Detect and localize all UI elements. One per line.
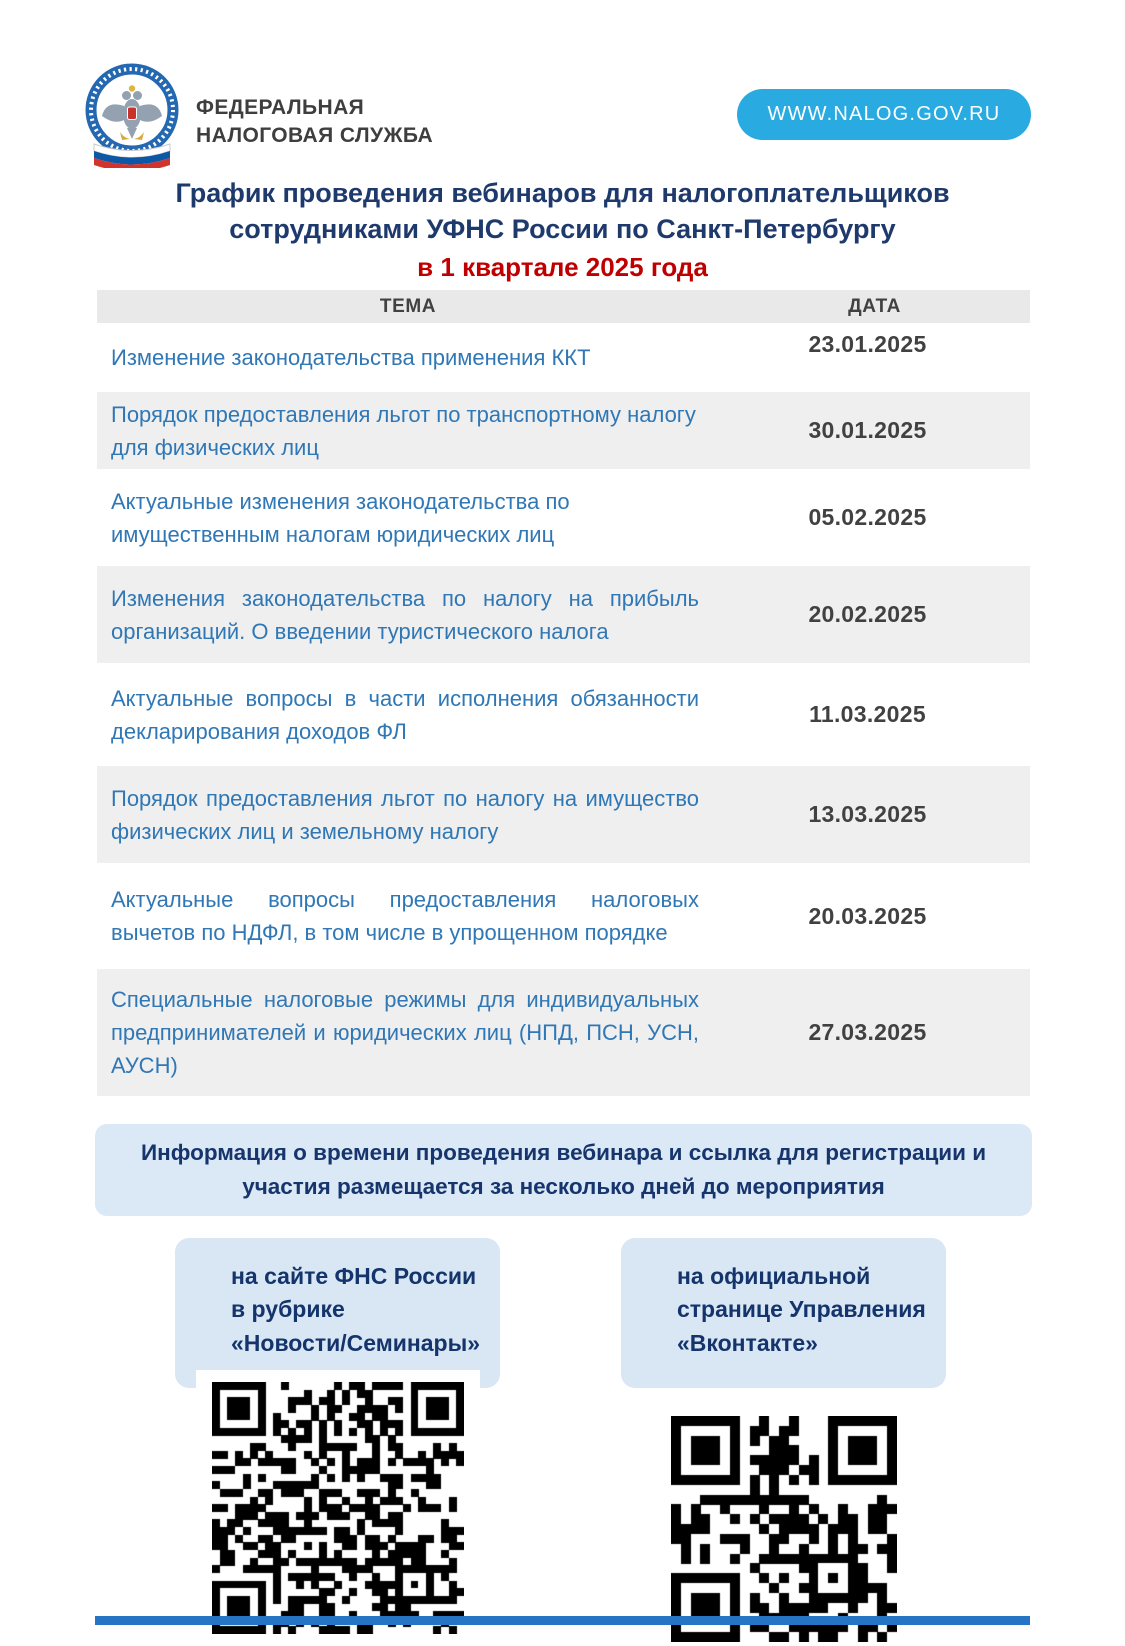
table-row (97, 392, 1030, 469)
date-text: 20.03.2025 (808, 902, 927, 929)
page-title (0, 176, 1125, 285)
agency-name-line1: ФЕДЕРАЛЬНАЯ (196, 96, 365, 119)
registration-notice: Информация о времени проведения вебинара и ссылка для регистрации и участия размещается за несколько дней до мероприятия (95, 1124, 1032, 1216)
title-line2: сотрудниками УФНС России по Санкт-Петербургу (229, 213, 896, 244)
date-text: 20.02.2025 (808, 601, 927, 627)
topic-text: Порядок предоставления льгот по налогу на имущество физических лиц и земельному налогу (111, 785, 699, 844)
topic-text: Изменения законодательства по налогу на прибыль организаций. О введении туристического налога (111, 585, 699, 644)
website-link-pill[interactable]: WWW.NALOG.GOV.RU (737, 89, 1031, 140)
table-row (97, 969, 1030, 1096)
topic-text: Актуальные изменения законодательства по имущественным налогам юридических лиц (111, 488, 570, 547)
date-text: 30.01.2025 (808, 417, 927, 443)
topic-text: Порядок предоставления льгот по транспортному налогу для физических лиц (111, 401, 696, 460)
bottom-accent-bar (95, 1616, 1030, 1625)
qr-label-vk: на официальной странице Управления «Вконтакте» (621, 1238, 946, 1388)
qr-block-vk (621, 1238, 946, 1646)
column-header-topic: ТЕМА (379, 295, 437, 317)
qr-section (95, 1238, 1032, 1646)
topic-text: Специальные налоговые режимы для индивидуальных предпринимателей и юридических лиц (НПД, ПСН, УСН, АУСН) (111, 987, 699, 1078)
fns-emblem-icon (84, 62, 180, 168)
date-text: 13.03.2025 (808, 801, 927, 827)
topic-text: Актуальные вопросы предоставления налоговых вычетов по НДФЛ, в том числе в упрощенном порядке (111, 887, 699, 945)
date-text: 27.03.2025 (808, 1019, 927, 1045)
topic-text: Актуальные вопросы в части исполнения обязанности декларирования доходов ФЛ (111, 685, 699, 744)
date-text: 23.01.2025 (808, 331, 927, 357)
table-header-row (97, 290, 1030, 323)
webinar-schedule-table (97, 290, 1030, 1096)
fns-logo (84, 62, 180, 168)
table-row (97, 566, 1030, 663)
table-row (97, 863, 1030, 969)
table-row (97, 766, 1030, 863)
date-text: 05.02.2025 (808, 504, 927, 530)
column-header-date: ДАТА (848, 295, 901, 317)
qr-block-site (175, 1238, 500, 1646)
agency-name (196, 94, 433, 149)
table-row (97, 663, 1030, 766)
qr-code-news-seminars (212, 1382, 464, 1634)
title-line1: График проведения вебинаров для налогоплательщиков (175, 178, 950, 208)
table-row (97, 469, 1030, 566)
table-row (97, 323, 1030, 392)
qr-code-vkontakte (671, 1416, 897, 1642)
title-quarter: в 1 квартале 2025 года (417, 252, 708, 283)
topic-text: Изменение законодательства применения ККТ (111, 345, 591, 370)
date-text: 11.03.2025 (809, 701, 926, 727)
agency-name-line2: НАЛОГОВАЯ СЛУЖБА (196, 123, 434, 147)
qr-label-site: на сайте ФНС России в рубрике «Новости/Семинары» (175, 1238, 500, 1388)
